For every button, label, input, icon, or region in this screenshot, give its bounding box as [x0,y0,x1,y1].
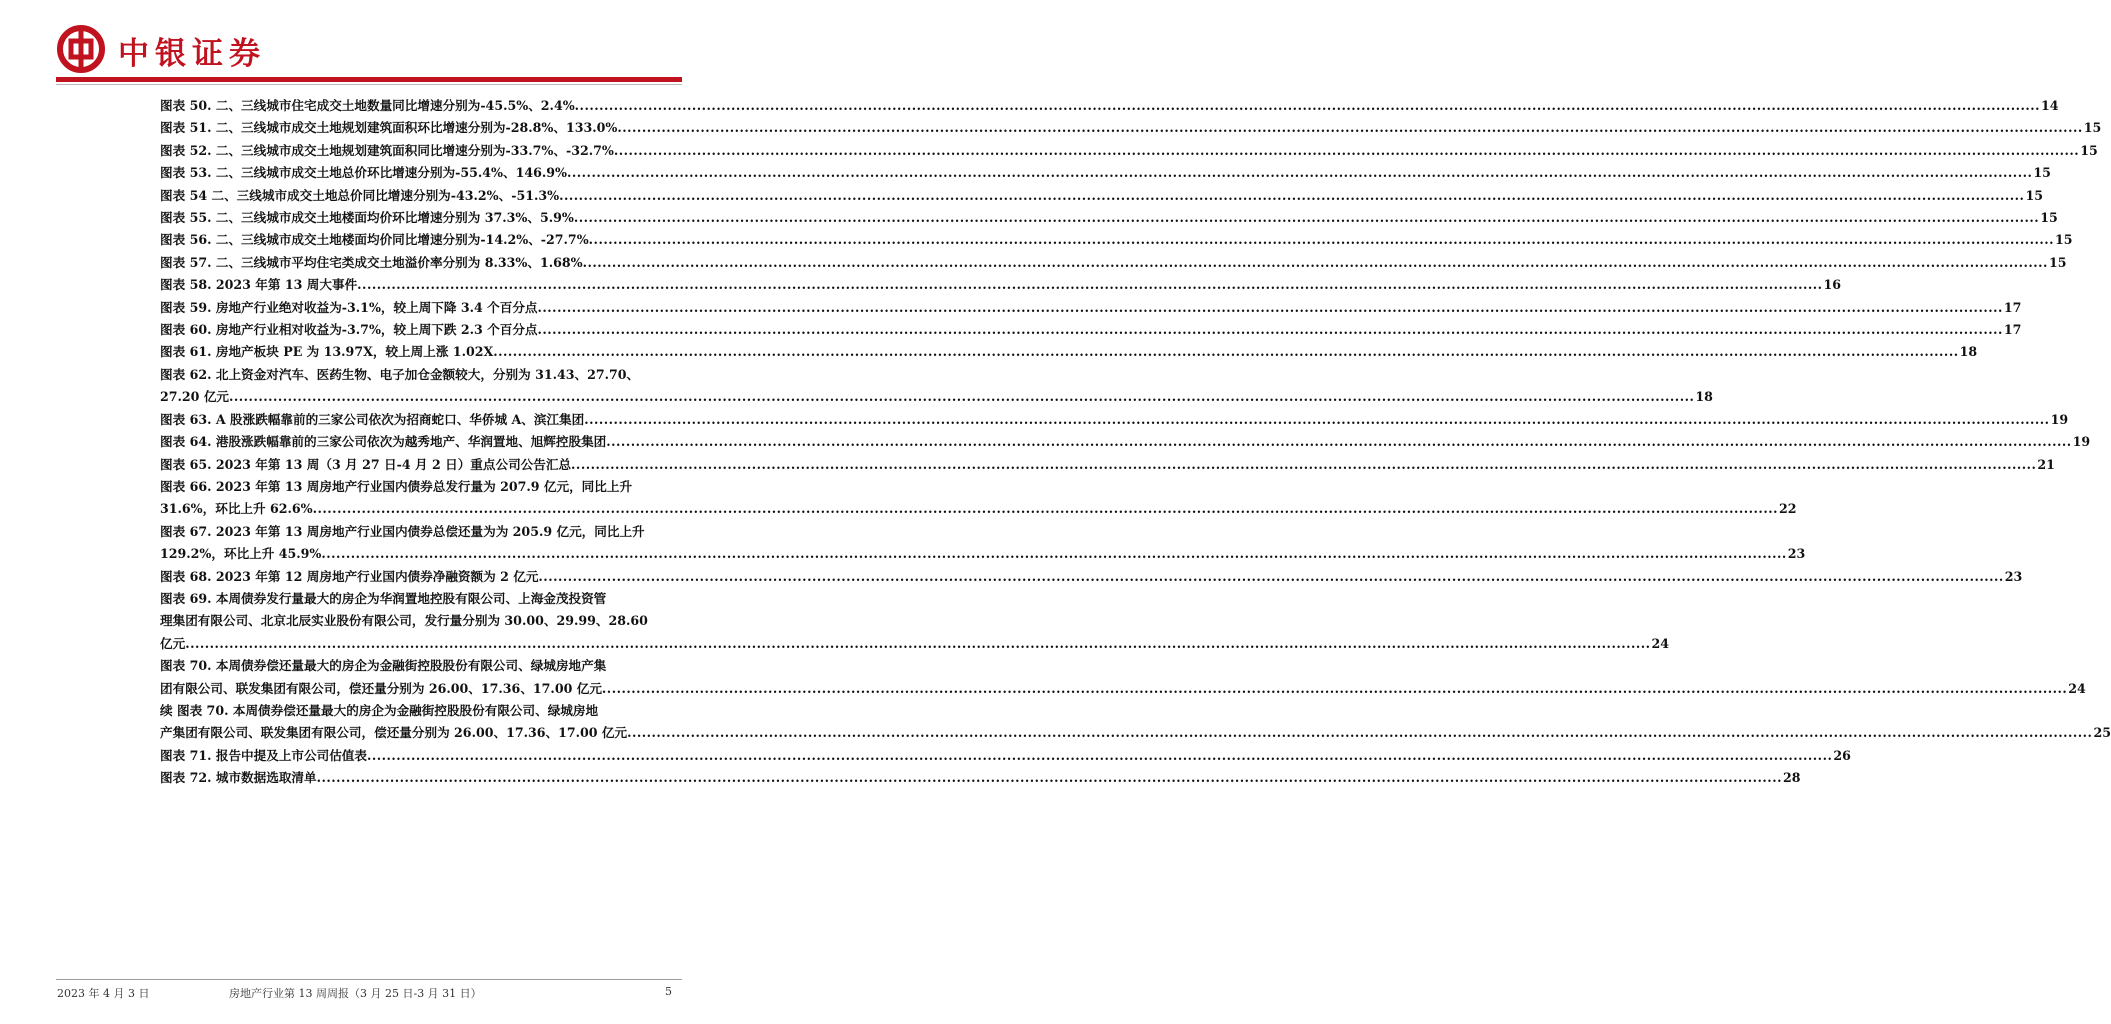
toc-leader-dots: ............................................................................................................................................................................................................................................................................................................ [229,389,1695,405]
toc-page-number: 15 [2055,232,2073,248]
toc-entry[interactable] [160,207,2058,229]
report-header [56,22,682,82]
toc-entry-text: 图表 64. 港股涨跌幅靠前的三家公司依次为越秀地产、华润置地、旭辉控股集团 [160,434,607,450]
toc-page-number: 15 [2083,120,2102,136]
toc-entry-text: 图表 60. 房地产行业相对收益为-3.7%，较上周下跌 2.3 个百分点 [160,322,538,338]
toc-entry-text: 27.20 亿元 [160,389,230,405]
toc-page-number: 14 [2041,98,2059,113]
footer-report-title: 房地产行业第 13 周周报（3 月 25 日-3 月 31 日） [229,987,482,1000]
toc-entry-text: 图表 72. 城市数据选取清单 [160,770,317,786]
toc-page-number: 22 [1778,501,1797,517]
toc-entry[interactable] [160,95,2059,117]
toc-leader-dots: ............................................................................................................................................................................................................................................................................................................ [493,344,1959,360]
toc-page-number: 15 [2040,210,2058,226]
toc-leader-dots: ............................................................................................................................................................................................................................................................................................................ [627,725,2093,741]
toc-entry-text: 图表 53. 二、三线城市成交土地总价环比增速分别为-55.4%、146.9% [160,165,568,181]
toc-entry[interactable] [160,341,1978,363]
toc-entry[interactable] [160,566,2023,588]
toc-entry-text: 图表 62. 北上资金对汽车、医药生物、电子加仓金额较大，分别为 31.43、27.70、 [160,366,640,382]
toc-entry-text: 图表 52. 二、三线城市成交土地规划建筑面积同比增速分别为-33.7%、-32.7% [160,142,614,158]
toc-entry[interactable] [160,431,2091,453]
toc-entry[interactable] [160,319,2022,341]
toc-entry[interactable] [160,140,2098,162]
toc-entry[interactable] [160,364,1713,409]
toc-leader-dots: ............................................................................................................................................................................................................................................................................................................ [613,142,2080,158]
toc-entry[interactable] [160,767,1801,789]
toc-leader-dots: ............................................................................................................................................................................................................................................................................................................ [537,299,2003,315]
toc-leader-dots: ............................................................................................................................................................................................................................................................................................................ [567,165,2033,181]
toc-entry[interactable] [160,745,1851,767]
toc-entry[interactable] [160,409,2069,431]
toc-leader-dots: ............................................................................................................................................................................................................................................................................................................ [601,680,2068,696]
toc-page-number: 17 [2003,322,2022,338]
toc-page-number: 28 [1782,770,1801,786]
toc-entry-text: 图表 58. 2023 年第 13 周大事件 [160,277,358,293]
toc-page-number: 18 [1959,344,1978,360]
toc-leader-dots: ............................................................................................................................................................................................................................................................................................................ [537,322,2003,338]
toc-entry-text: 图表 50. 二、三线城市住宅成交土地数量同比增速分别为-45.5%、2.4% [160,98,575,113]
footer-rule [56,979,682,980]
toc-entry[interactable] [160,700,2111,745]
toc-page-number: 24 [2068,680,2086,696]
toc-leader-dots: ............................................................................................................................................................................................................................................................................................................ [316,770,1782,786]
footer-page-number: 5 [665,985,672,998]
figure-index-list [160,95,2111,790]
toc-entry[interactable] [160,521,1806,566]
toc-entry-text: 图表 66. 2023 年第 13 周房地产行业国内债券总发行量为 207.9 亿元，同比上升 [160,478,633,494]
toc-leader-dots: ............................................................................................................................................................................................................................................................................................................ [606,434,2072,450]
toc-entry-text: 理集团有限公司、北京北辰实业股份有限公司，发行量分别为 30.00、29.99、28.60 [160,613,648,629]
toc-entry-text: 图表 59. 房地产行业绝对收益为-3.1%，较上周下降 3.4 个百分点 [160,299,538,315]
toc-entry-text: 续 图表 70. 本周债券偿还量最大的房企为金融街控股股份有限公司、绿城房地 [160,702,599,718]
toc-page-number: 26 [1833,747,1851,763]
toc-leader-dots: ............................................................................................................................................................................................................................................................................................................ [321,546,1787,562]
toc-entry-text: 图表 68. 2023 年第 12 周房地产行业国内债券净融资额为 2 亿元 [160,568,539,584]
toc-entry-text: 图表 54 二、三线城市成交土地总价同比增速分别为-43.2%、-51.3% [160,187,560,203]
toc-page-number: 23 [1787,546,1806,562]
toc-page-number: 25 [2093,725,2111,741]
toc-leader-dots: ............................................................................................................................................................................................................................................................................................................ [584,411,2050,427]
toc-page-number: 24 [1651,635,1670,651]
brand-name: 中银证券 [118,36,266,72]
toc-page-number: 19 [2072,434,2091,450]
toc-page-number: 19 [2050,411,2069,427]
toc-entry-text: 31.6%，环比上升 62.6% [160,501,313,517]
toc-page-number: 16 [1823,277,1842,293]
toc-entry-text: 团有限公司、联发集团有限公司，偿还量分别为 26.00、17.36、17.00 亿元 [160,680,602,696]
toc-page-number: 17 [2003,299,2022,315]
toc-leader-dots: ............................................................................................................................................................................................................................................................................................................ [574,98,2041,113]
toc-entry-text: 图表 71. 报告中提及上市公司估值表 [160,747,367,763]
toc-entry-text: 图表 55. 二、三线城市成交土地楼面均价环比增速分别为 37.3%、5.9% [160,210,574,226]
toc-leader-dots: ............................................................................................................................................................................................................................................................................................................ [367,747,1833,763]
toc-leader-dots: ............................................................................................................................................................................................................................................................................................................ [582,254,2048,270]
toc-entry[interactable] [160,162,2051,184]
toc-entry-text: 图表 67. 2023 年第 13 周房地产行业国内债券总偿还量为为 205.9 亿元，同比上升 [160,523,645,539]
toc-entry[interactable] [160,297,2022,319]
toc-leader-dots: ............................................................................................................................................................................................................................................................................................................ [617,120,2083,136]
toc-entry[interactable] [160,588,1670,655]
toc-entry-text: 产集团有限公司、联发集团有限公司，偿还量分别为 26.00、17.36、17.00 亿元 [160,725,628,741]
toc-entry-text: 图表 51. 二、三线城市成交土地规划建筑面积环比增速分别为-28.8%、133.0% [160,120,618,136]
toc-page-number: 15 [2033,165,2051,181]
toc-entry[interactable] [160,117,2102,139]
toc-leader-dots: ............................................................................................................................................................................................................................................................................................................ [538,568,2004,584]
toc-entry-text: 亿元 [160,635,186,651]
toc-entry[interactable] [160,252,2067,274]
toc-page-number: 21 [2037,456,2055,472]
toc-entry-text: 129.2%，环比上升 45.9% [160,546,322,562]
toc-leader-dots: ............................................................................................................................................................................................................................................................................................................ [185,635,1651,651]
toc-entry-text: 图表 69. 本周债券发行量最大的房企为华润置地控股有限公司、上海金茂投资管 [160,590,607,606]
toc-entry-text: 图表 57. 二、三线城市平均住宅类成交土地溢价率分别为 8.33%、1.68% [160,254,583,270]
toc-leader-dots: ............................................................................................................................................................................................................................................................................................................ [571,456,2037,472]
toc-entry[interactable] [160,229,2073,251]
toc-entry[interactable] [160,274,1842,296]
toc-entry[interactable] [160,454,2055,476]
toc-entry[interactable] [160,655,2086,700]
toc-leader-dots: ............................................................................................................................................................................................................................................................................................................ [312,501,1778,517]
header-grey-rule [56,84,682,85]
header-red-rule [56,77,682,82]
toc-entry-text: 图表 61. 房地产板块 PE 为 13.97X，较上周上涨 1.02X [160,344,494,360]
toc-leader-dots: ............................................................................................................................................................................................................................................................................................................ [357,277,1823,293]
toc-entry-text: 图表 63. A 股涨跌幅靠前的三家公司依次为招商蛇口、华侨城 A、滨江集团 [160,411,585,427]
toc-page-number: 23 [2004,568,2023,584]
toc-page-number: 15 [2080,142,2098,158]
bank-of-china-logo-icon [56,24,106,74]
toc-entry-text: 图表 65. 2023 年第 13 周（3 月 27 日-4 月 2 日）重点公司公告汇总 [160,456,572,472]
toc-leader-dots: ............................................................................................................................................................................................................................................................................................................ [573,210,2040,226]
toc-entry[interactable] [160,185,2043,207]
toc-page-number: 18 [1695,389,1713,405]
toc-entry-text: 图表 70. 本周债券偿还量最大的房企为金融街控股股份有限公司、绿城房地产集 [160,658,607,674]
toc-entry[interactable] [160,476,1797,521]
toc-page-number: 15 [2025,187,2043,203]
toc-page-number: 15 [2048,254,2067,270]
toc-leader-dots: ............................................................................................................................................................................................................................................................................................................ [559,187,2025,203]
footer-date: 2023 年 4 月 3 日 [57,987,150,1000]
toc-leader-dots: ............................................................................................................................................................................................................................................................................................................ [588,232,2055,248]
toc-entry-text: 图表 56. 二、三线城市成交土地楼面均价同比增速分别为-14.2%、-27.7% [160,232,589,248]
